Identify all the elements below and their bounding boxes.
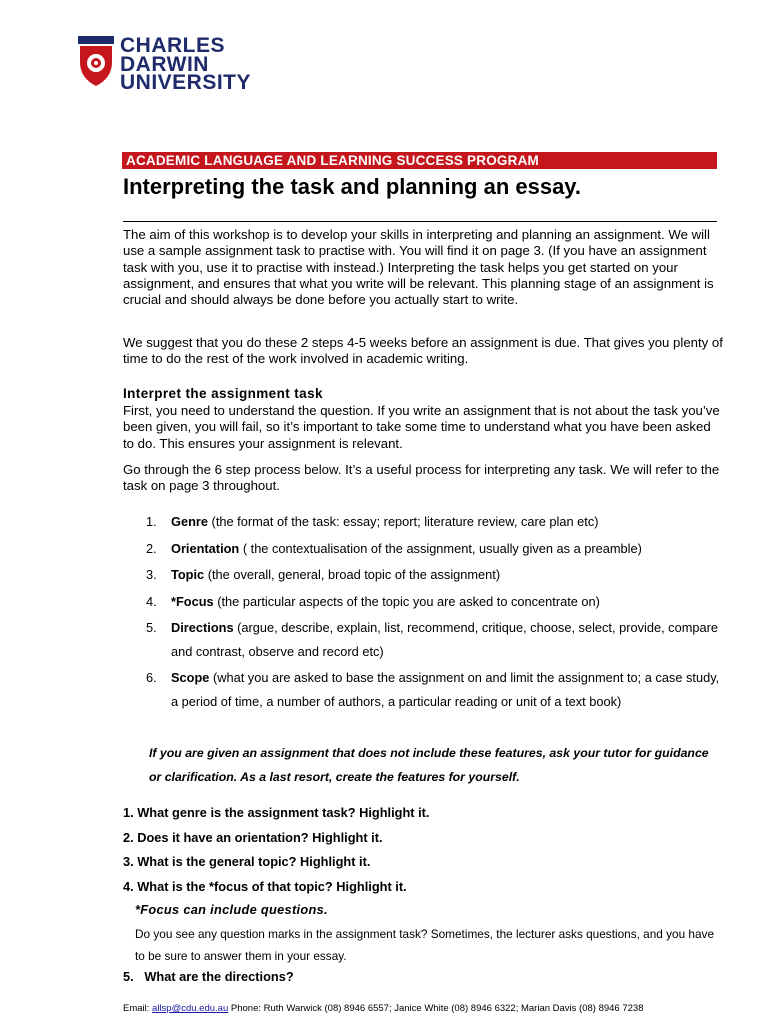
list-item: 5. Directions (argue, describe, explain, list, recommend, critique, choose, select, provide, compare and contrast, observe and record etc) (146, 620, 718, 659)
university-logo (78, 36, 278, 96)
list-item: 4. *Focus (the particular aspects of the topic you are asked to concentrate on) (146, 593, 600, 609)
program-banner: ACADEMIC LANGUAGE AND LEARNING SUCCESS PROGRAM (122, 152, 717, 169)
intro-paragraph-1: The aim of this workshop is to develop your skills in interpreting and planning an assignment. We will use a sample assignment task to practise with. You will find it on page 3. (If you have an assignment task with you, use it to practise with instead.) Interpreting the task helps you get started on your assignment, and ensures that what you write will be relevant. This planning stage of an assignment is crucial and should always be done before you actually start to write. (123, 227, 714, 308)
shield-icon (78, 36, 114, 88)
list-item: 3. What is the general topic? Highlight it. (123, 854, 371, 869)
list-item: 2. Orientation ( the contextualisation of the assignment, usually given as a preamble) (146, 540, 642, 556)
intro-paragraph-2: We suggest that you do these 2 steps 4-5 weeks before an assignment is due. That gives you plenty of time to do the rest of the work involved in academic writing. (123, 335, 723, 367)
title-divider (123, 221, 717, 222)
question-5: 5. What are the directions? (123, 969, 294, 984)
list-item: 6. Scope (what you are asked to base the assignment on and limit the assignment to; a case study, a period of time, a number of authors, a particular reading or unit of a text book) (146, 670, 720, 709)
section-paragraph-2: Go through the 6 step process below. It’s a useful process for interpreting any task. We will refer to the task on page 3 throughout. (123, 462, 720, 494)
email-link[interactable]: allsp@cdu.edu.au (152, 1003, 229, 1014)
question-list (123, 801, 723, 899)
section-paragraph-1: First, you need to understand the question. If you write an assignment that is not about the task you’ve been given, you will fail, so it’s important to take some time to understand what you have been asked to do. This ensures your assignment is relevant. (123, 403, 720, 451)
logo-wordmark: CHARLES DARWIN UNIVERSITY (120, 34, 252, 94)
focus-paragraph: Do you see any question marks in the assignment task? Sometimes, the lecturer asks questions, and you have to be sure to answer them in your essay. (135, 927, 715, 963)
guidance-note: If you are given an assignment that does not include these features, ask your tutor for guidance or clarification. As a last resort, create the features for yourself. (149, 746, 709, 784)
section-heading: Interpret the assignment task (123, 386, 323, 401)
list-item: 1. What genre is the assignment task? Highlight it. (123, 805, 430, 820)
list-item: 2. Does it have an orientation? Highlight it. (123, 829, 383, 845)
step-list (146, 510, 721, 716)
focus-heading: *Focus can include questions. (135, 902, 328, 917)
contact-footer: Email: allsp@cdu.edu.au Phone: Ruth Warwick (08) 8946 6557; Janice White (08) 8946 6322; Marian Davis (08) 8946 7238 (123, 1003, 644, 1014)
list-item: 1. Genre (the format of the task: essay; report; literature review, care plan etc) (146, 514, 599, 529)
list-item: 3. Topic (the overall, general, broad topic of the assignment) (146, 567, 501, 582)
list-item: 4. What is the *focus of that topic? Highlight it. (123, 878, 407, 894)
page-title: Interpreting the task and planning an essay. (123, 174, 582, 199)
